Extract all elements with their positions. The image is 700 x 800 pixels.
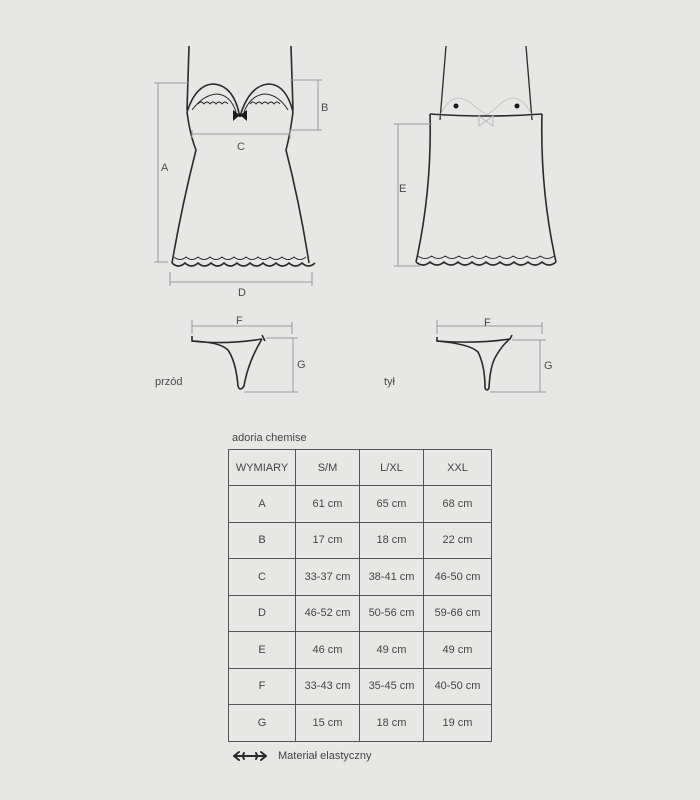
- header-cell: XXL: [424, 450, 492, 486]
- table-cell: 46-50 cm: [424, 559, 492, 596]
- table-row: [229, 522, 492, 559]
- table-cell: 65 cm: [360, 486, 424, 523]
- table-cell: D: [229, 595, 296, 632]
- legend-label: Materiał elastyczny: [278, 750, 372, 762]
- table-cell: 18 cm: [360, 705, 424, 742]
- table-cell: F: [229, 668, 296, 705]
- table-cell: 50-56 cm: [360, 595, 424, 632]
- table-cell: 61 cm: [296, 486, 360, 523]
- table-cell: 35-45 cm: [360, 668, 424, 705]
- table-cell: C: [229, 559, 296, 596]
- table-cell: 38-41 cm: [360, 559, 424, 596]
- table-cell: A: [229, 486, 296, 523]
- back-thong-drawing: [437, 335, 512, 390]
- back-view-caption: tył: [384, 376, 395, 388]
- table-cell: 15 cm: [296, 705, 360, 742]
- label-G-back: G: [544, 360, 553, 372]
- table-cell: 18 cm: [360, 522, 424, 559]
- table-cell: B: [229, 522, 296, 559]
- header-cell: WYMIARY: [229, 450, 296, 486]
- table-header-row: [229, 450, 492, 486]
- table-cell: 68 cm: [424, 486, 492, 523]
- front-thong-drawing: [192, 335, 265, 389]
- strap-button-icon: [515, 104, 520, 109]
- front-view-caption: przód: [155, 376, 183, 388]
- table-cell: 17 cm: [296, 522, 360, 559]
- table-row: [229, 486, 492, 523]
- elastic-arrow-icon: [232, 750, 268, 762]
- table-cell: G: [229, 705, 296, 742]
- table-cell: 49 cm: [360, 632, 424, 669]
- table-cell: 49 cm: [424, 632, 492, 669]
- label-C: C: [237, 141, 245, 153]
- table-cell: 22 cm: [424, 522, 492, 559]
- bow-icon: [479, 116, 493, 126]
- table-cell: E: [229, 632, 296, 669]
- table-cell: 33-43 cm: [296, 668, 360, 705]
- label-F-front: F: [236, 315, 243, 327]
- label-B: B: [321, 102, 329, 114]
- size-table: [228, 449, 492, 742]
- header-cell: S/M: [296, 450, 360, 486]
- strap-button-icon: [454, 104, 459, 109]
- table-row: [229, 705, 492, 742]
- label-A: A: [161, 162, 169, 174]
- table-cell: 59-66 cm: [424, 595, 492, 632]
- table-cell: 19 cm: [424, 705, 492, 742]
- table-row: [229, 632, 492, 669]
- label-E: E: [399, 183, 407, 195]
- table-row: [229, 595, 492, 632]
- bow-icon: [233, 110, 247, 121]
- table-cell: 46-52 cm: [296, 595, 360, 632]
- table-row: [229, 559, 492, 596]
- legend: [232, 750, 372, 762]
- header-cell: L/XL: [360, 450, 424, 486]
- table-title: adoria chemise: [232, 432, 307, 444]
- label-F-back: F: [484, 317, 491, 329]
- table-row: [229, 668, 492, 705]
- table-cell: 46 cm: [296, 632, 360, 669]
- label-G-front: G: [297, 359, 306, 371]
- label-D: D: [238, 287, 246, 299]
- table-cell: 33-37 cm: [296, 559, 360, 596]
- front-chemise-drawing: [172, 46, 315, 266]
- back-chemise-drawing: [416, 46, 556, 265]
- back-thong-dimension-lines: [437, 320, 546, 392]
- table-cell: 40-50 cm: [424, 668, 492, 705]
